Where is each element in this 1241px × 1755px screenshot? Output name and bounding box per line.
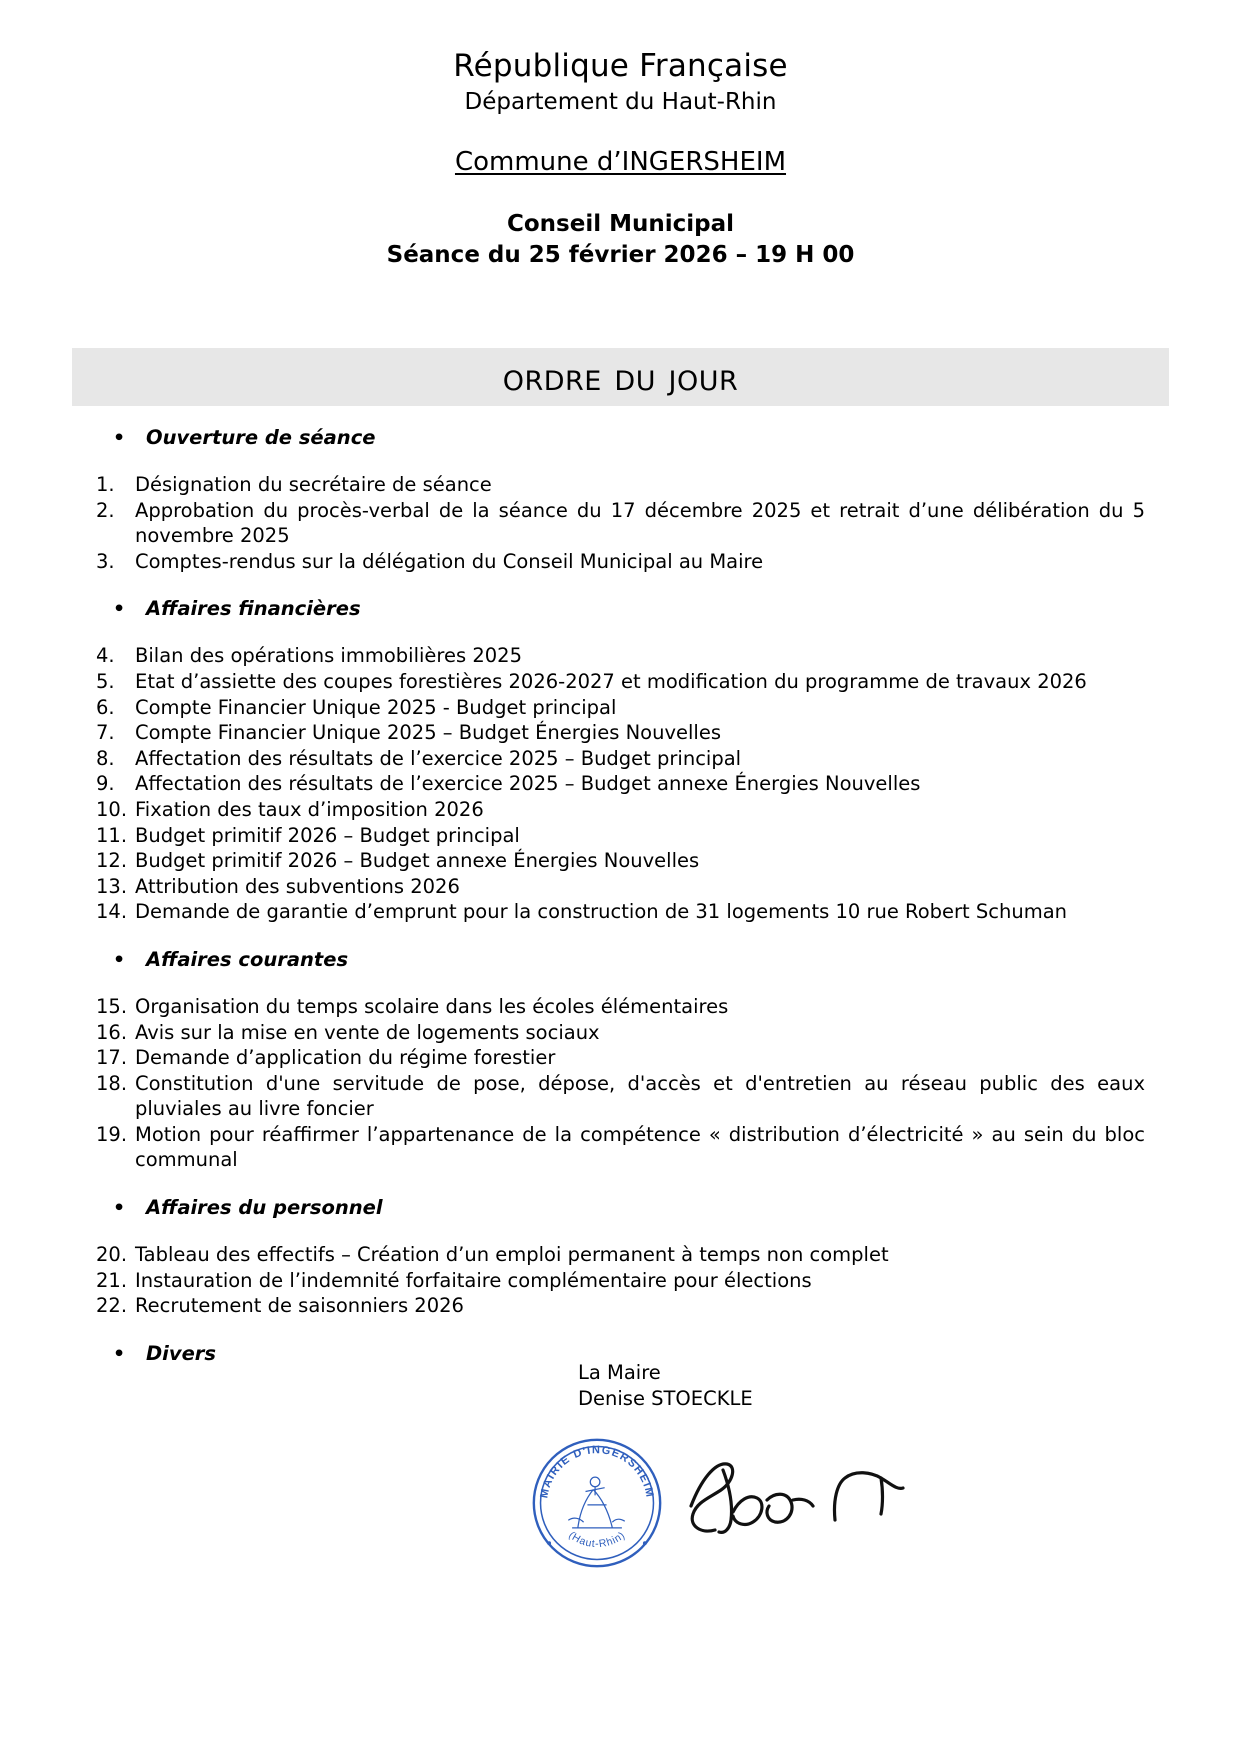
commune-line (0, 145, 1241, 179)
agenda-item (0, 695, 1241, 721)
agenda-item-number: 6. (96, 695, 115, 719)
signature-name: Denise STOECKLE (578, 1387, 753, 1410)
section-heading-ouverture (0, 425, 1241, 451)
commune-name: Commune d’INGERSHEIM (454, 147, 787, 177)
section-heading-label: Affaires courantes (146, 947, 349, 971)
agenda-item-number: 4. (96, 644, 115, 668)
agenda-item (0, 1293, 1241, 1319)
stamp-and-signature-area (520, 1428, 940, 1613)
agenda-item-number: 3. (96, 549, 115, 573)
agenda-item-text: Budget primitif 2026 – Budget principal (135, 823, 520, 847)
agenda-item-number: 18. (96, 1071, 128, 1095)
agenda-item-text: Attribution des subventions 2026 (135, 874, 460, 898)
agenda-item-number: 8. (96, 746, 115, 770)
agenda-item-text: Comptes-rendus sur la délégation du Conseil Municipal au Maire (135, 549, 764, 573)
agenda-item (0, 899, 1241, 925)
agenda-item (0, 1045, 1241, 1071)
agenda-item (0, 1242, 1241, 1268)
agenda-item (0, 1122, 1241, 1173)
agenda-item (0, 848, 1241, 874)
agenda-item-number: 5. (96, 669, 115, 693)
republic-title: République Française (453, 48, 788, 84)
agenda-item (0, 874, 1241, 900)
agenda-item (0, 1020, 1241, 1046)
council-block (0, 209, 1241, 271)
agenda-item-text: Motion pour réaffirmer l’appartenance de la compétence « distribution d’électricité » au sein du bloc communal (135, 1122, 1145, 1172)
agenda-item-number: 15. (96, 994, 128, 1018)
council-title: Conseil Municipal (506, 211, 735, 237)
agenda-item-text: Demande de garantie d’emprunt pour la construction de 31 logements 10 rue Robert Schuman (135, 900, 1068, 924)
agenda-content (0, 425, 1241, 1367)
agenda-item-number: 1. (96, 473, 115, 496)
agenda-item (0, 498, 1241, 549)
agenda-item (0, 746, 1241, 772)
agenda-item-text: Approbation du procès-verbal de la séance du 17 décembre 2025 et retrait d’une délibération du 5 novembre 2025 (135, 498, 1145, 548)
agenda-item-text: Tableau des effectifs – Création d’un emploi permanent à temps non complet (135, 1243, 889, 1267)
svg-text:(Haut-Rhin): (Haut-Rhin) (566, 1529, 628, 1551)
agenda-item-number: 16. (96, 1020, 128, 1044)
agenda-item-number: 7. (96, 721, 115, 745)
bullet-icon: • (113, 598, 126, 621)
agenda-item-number: 13. (96, 874, 128, 898)
section-heading-affaires-personnel (0, 1195, 1241, 1221)
agenda-item (0, 771, 1241, 797)
section-heading-label: Ouverture de séance (146, 426, 376, 449)
bullet-icon: • (113, 1197, 126, 1220)
agenda-item-number: 10. (96, 797, 128, 821)
agenda-item-text: Instauration de l’indemnité forfaitaire complémentaire pour élections (135, 1268, 812, 1292)
svg-text:MAIRIE D'INGERSHEIM: MAIRIE D'INGERSHEIM (538, 1444, 656, 1500)
agenda-item-text: Constitution d'une servitude de pose, dépose, d'accès et d'entretien au réseau public des eaux pluviales au livre foncier (135, 1071, 1145, 1121)
section-heading-label: Divers (146, 1341, 217, 1365)
signature-role: La Maire (578, 1361, 661, 1384)
agenda-item (0, 1268, 1241, 1294)
agenda-item (0, 643, 1241, 669)
agenda-item-number: 12. (96, 849, 128, 873)
agenda-item-text: Compte Financier Unique 2025 - Budget principal (135, 695, 617, 719)
agenda-item-text: Demande d’application du régime forestier (135, 1046, 556, 1070)
agenda-item-number: 22. (96, 1294, 128, 1318)
document-header (0, 0, 1241, 271)
agenda-item-text: Fixation des taux d’imposition 2026 (135, 797, 484, 821)
agenda-item (0, 1071, 1241, 1122)
agenda-item-text: Affectation des résultats de l’exercice 2025 – Budget annexe Énergies Nouvelles (135, 772, 921, 796)
section-heading-affaires-financieres (0, 596, 1241, 622)
bullet-icon: • (113, 1342, 126, 1365)
agenda-item-number: 20. (96, 1243, 128, 1267)
agenda-item-number: 9. (96, 772, 115, 796)
agenda-item-text: Organisation du temps scolaire dans les écoles élémentaires (135, 994, 729, 1018)
bullet-icon: • (113, 427, 126, 449)
agenda-item-number: 21. (96, 1268, 128, 1292)
agenda-item (0, 669, 1241, 695)
agenda-item-number: 17. (96, 1046, 128, 1070)
department-subtitle: Département du Haut-Rhin (464, 89, 777, 115)
signature-block (578, 1360, 753, 1412)
agenda-item-number: 11. (96, 823, 128, 847)
agenda-banner-title: ordre du jour (502, 355, 739, 399)
agenda-item (0, 797, 1241, 823)
agenda-item-text: Etat d’assiette des coupes forestières 2026-2027 et modification du programme de travaux 2026 (135, 669, 1087, 693)
agenda-item (0, 720, 1241, 746)
municipal-stamp-icon (530, 1436, 664, 1570)
agenda-item (0, 994, 1241, 1020)
agenda-item-number: 14. (96, 900, 128, 924)
agenda-item-text: Recrutement de saisonniers 2026 (135, 1294, 464, 1318)
agenda-item-text: Bilan des opérations immobilières 2025 (135, 644, 522, 668)
agenda-banner (72, 348, 1169, 406)
session-date: Séance du 25 février 2026 – 19 H 00 (386, 242, 855, 268)
agenda-item-text: Compte Financier Unique 2025 – Budget Énergies Nouvelles (135, 721, 721, 745)
handwritten-signature (675, 1428, 930, 1578)
section-heading-label: Affaires du personnel (146, 1196, 383, 1220)
agenda-item (0, 823, 1241, 849)
agenda-item-text: Désignation du secrétaire de séance (135, 473, 492, 496)
section-heading-label: Affaires financières (146, 597, 361, 621)
agenda-item-text: Avis sur la mise en vente de logements sociaux (135, 1020, 600, 1044)
agenda-item (0, 549, 1241, 575)
section-heading-affaires-courantes (0, 947, 1241, 973)
agenda-item-text: Budget primitif 2026 – Budget annexe Énergies Nouvelles (135, 849, 700, 873)
agenda-item-text: Affectation des résultats de l’exercice 2025 – Budget principal (135, 746, 742, 770)
bullet-icon: • (113, 948, 126, 971)
agenda-item-number: 2. (96, 498, 115, 522)
agenda-item (0, 472, 1241, 498)
agenda-item-number: 19. (96, 1122, 128, 1146)
